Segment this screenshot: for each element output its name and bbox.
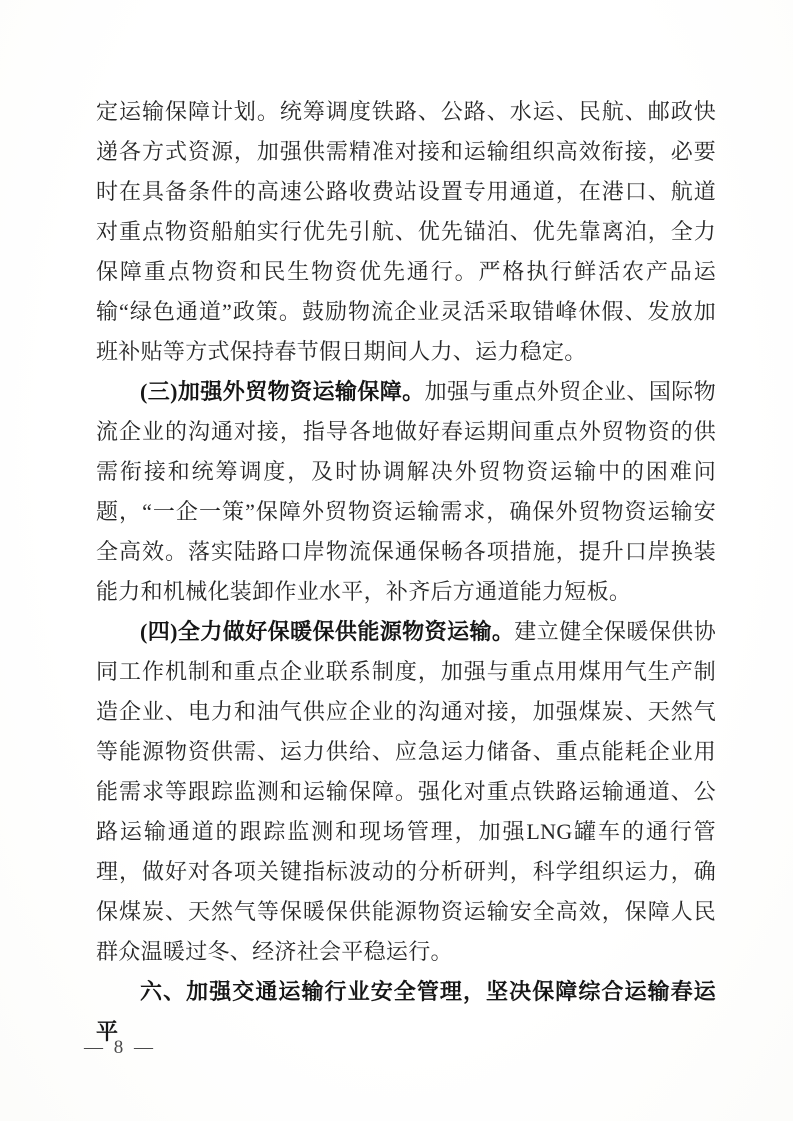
section-6-heading-text: 六、加强交通运输行业安全管理，坚决保障综合运输春运平 <box>96 979 716 1044</box>
section-4-text: 建立健全保暖保供协同工作机制和重点企业联系制度，加强与重点用煤用气生产制造企业、电力和油气供应企业的沟通对接，加强煤炭、天然气等能源物资供需、运力供给、应急运力储备、重点能耗企业用能需求等跟踪监测和运输保障。强化对重点铁路运输通道、公路运输通道的跟踪监测和现场管理，加强LNG罐车的通行管理，做好对各项关键指标波动的分析研判，科学组织运力，确保煤炭、天然气等保暖保供能源物资运输安全高效，保障人民群众温暖过冬、经济社会平稳运行。 <box>96 619 716 964</box>
section-4-lead: (四)全力做好保暖保供能源物资运输。 <box>140 619 515 644</box>
document-body <box>96 92 716 1052</box>
section-3-lead: (三)加强外贸物资运输保障。 <box>140 379 425 404</box>
paragraph-section-3 <box>96 372 716 612</box>
page-number: — 8 — <box>84 1037 156 1058</box>
section-3-text: 加强与重点外贸企业、国际物流企业的沟通对接，指导各地做好春运期间重点外贸物资的供需衔接和统筹调度，及时协调解决外贸物资运输中的困难问题，“一企一策”保障外贸物资运输需求，确保外贸物资运输安全高效。落实陆路口岸物流保通保畅各项措施，提升口岸换装能力和机械化装卸作业水平，补齐后方通道能力短板。 <box>96 379 717 604</box>
paragraph-continuation <box>96 92 716 372</box>
section-6-heading <box>96 972 716 1052</box>
paragraph-section-4 <box>96 612 716 972</box>
paragraph-text: 定运输保障计划。统筹调度铁路、公路、水运、民航、邮政快递各方式资源，加强供需精准对接和运输组织高效衔接，必要时在具备条件的高速公路收费站设置专用通道，在港口、航道对重点物资船舶实行优先引航、优先锚泊、优先靠离泊，全力保障重点物资和民生物资优先通行。严格执行鲜活农产品运输“绿色通道”政策。鼓励物流企业灵活采取错峰休假、发放加班补贴等方式保持春节假日期间人力、运力稳定。 <box>96 99 716 364</box>
